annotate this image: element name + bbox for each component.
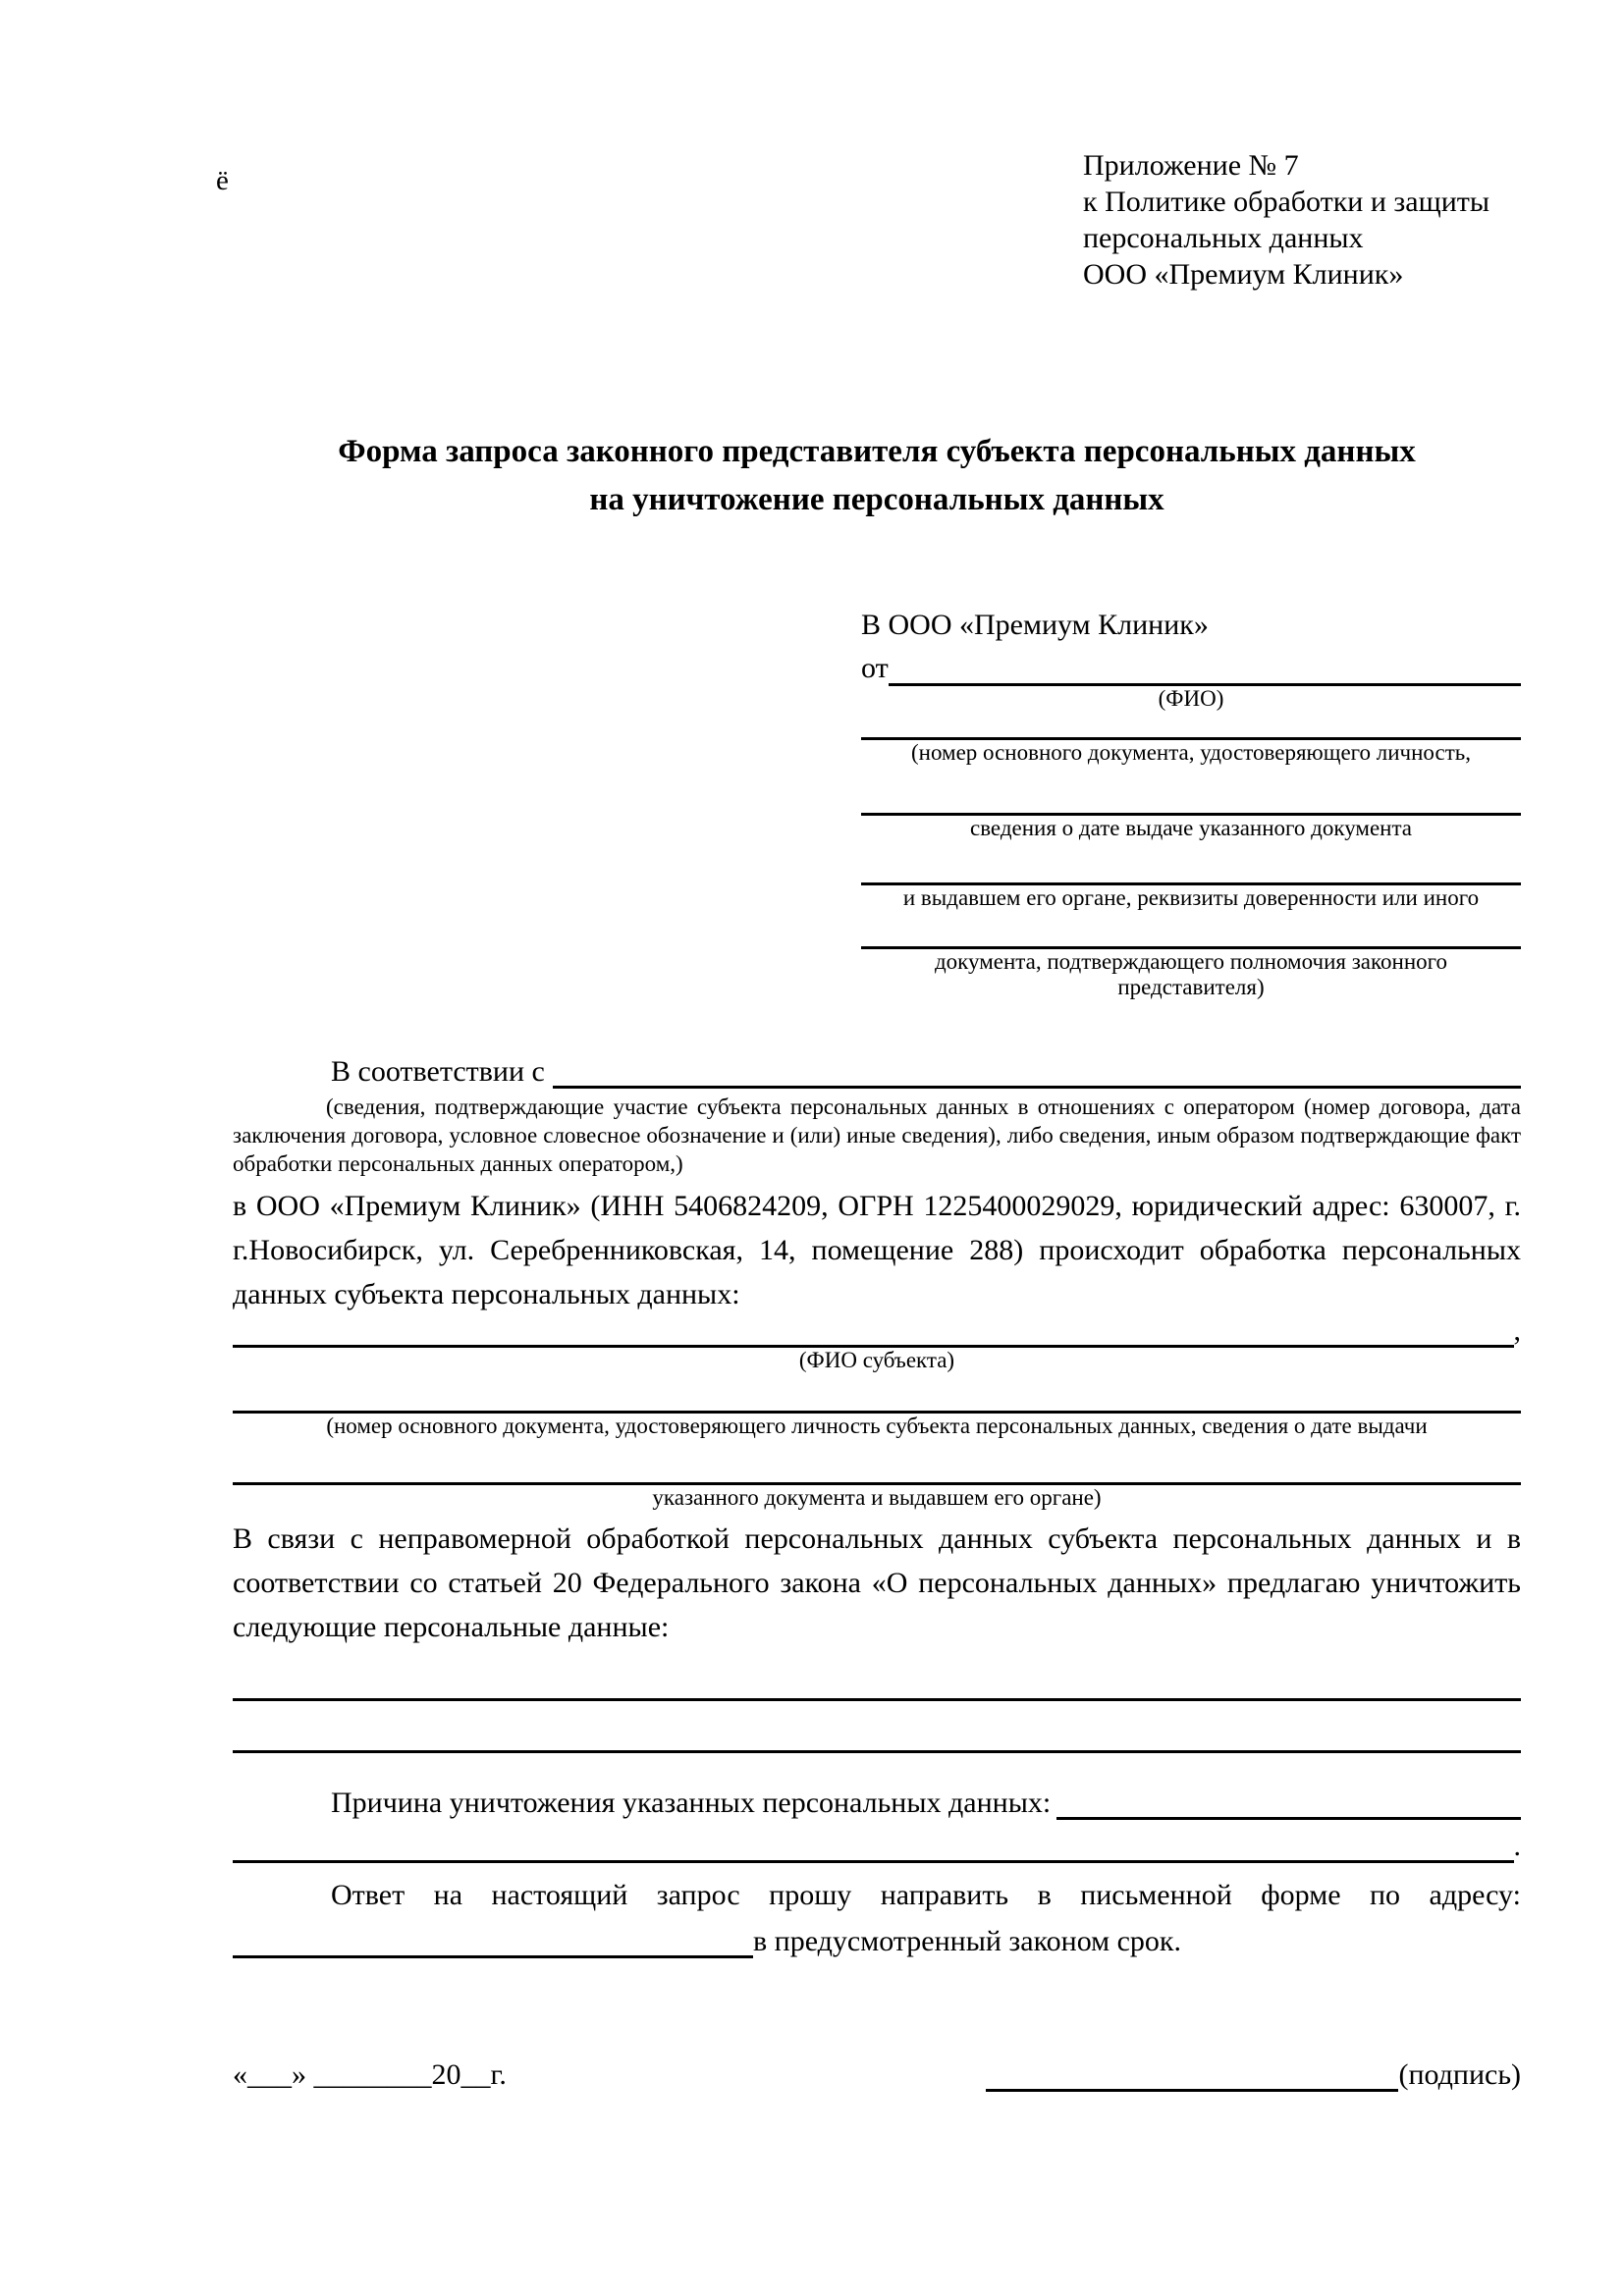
reply-address-line <box>233 1919 1521 1958</box>
date-line: «___» ________20__г. <box>233 2058 507 2091</box>
operator-paragraph: в ООО «Премиум Клиник» (ИНН 5406824209, ОГРН 1225400029029, юридический адрес: 630007, г. г.Новосибирск, ул. Серебренниковская, 14, помещение 288) происходит обработка персональных данных субъекта персональных данных: <box>233 1190 1521 1310</box>
subject-fio-blank[interactable] <box>233 1320 1514 1348</box>
signature-caption: (подпись) <box>1398 2058 1521 2091</box>
stray-char: ё <box>216 165 229 196</box>
signature-blank[interactable] <box>986 2060 1398 2092</box>
document-content <box>233 0 1521 2092</box>
doc-powers-caption: документа, подтверждающего полномочия законного представителя) <box>934 949 1447 999</box>
representative-fio-blank[interactable] <box>889 653 1521 686</box>
subject-fio-line <box>233 1316 1521 1348</box>
data-to-destroy-blank-2[interactable] <box>233 1750 1521 1753</box>
reason-blank-2[interactable] <box>233 1834 1514 1863</box>
reply-request-line: Ответ на настоящий запрос прошу направить в письменной форме по адресу: <box>331 1879 1521 1911</box>
document-title <box>233 428 1521 524</box>
data-to-destroy-blank-1[interactable] <box>233 1698 1521 1701</box>
reply-address-blank[interactable] <box>233 1925 753 1958</box>
subject-fio-caption: (ФИО субъекта) <box>798 1348 955 1372</box>
document-title-line-2: на уничтожение персональных данных <box>589 482 1164 517</box>
demand-paragraph: В связи с неправомерной обработкой персональных данных субъекта персональных данных и в соответствии со статьей 20 Федерального закона «О персональных данных» предлагаю уничтожить следующие персональные данные: <box>233 1522 1521 1643</box>
doc-authority-caption: и выдавшем его органе, реквизиты доверенности или иного <box>902 885 1480 910</box>
appendix-line-1: Приложение № 7 <box>1083 149 1299 182</box>
subject-doc-caption-1: (номер основного документа, удостоверяющего личность субъекта персональных данных, сведения о дате выдачи <box>326 1414 1428 1438</box>
doc-number-caption: (номер основного документа, удостоверяющего личность, <box>910 740 1471 765</box>
reply-term-text: в предусмотренный законом срок. <box>753 1925 1181 1957</box>
document-title-line-1: Форма запроса законного представителя субъекта персональных данных <box>338 434 1416 469</box>
fio-caption: (ФИО) <box>1158 686 1224 711</box>
subject-doc-caption-2: указанного документа и выдавшем его органе) <box>652 1485 1102 1510</box>
appendix-line-3: персональных данных <box>1083 222 1364 254</box>
appendix-line-4: ООО «Премиум Клиник» <box>1083 258 1404 291</box>
reason-continuation-line <box>233 1830 1521 1863</box>
appendix-block <box>1083 0 1521 293</box>
accordance-blank[interactable] <box>553 1053 1521 1089</box>
accordance-lead: В соответствии с <box>331 1055 545 1088</box>
trailing-period: . <box>1513 1830 1521 1862</box>
doc-issue-date-caption: сведения о дате выдаче указанного документа <box>969 816 1413 840</box>
addressee-block <box>861 608 1521 1000</box>
reason-blank[interactable] <box>1056 1785 1521 1820</box>
trailing-comma: , <box>1513 1314 1521 1347</box>
appendix-line-2: к Политике обработки и защиты <box>1083 186 1490 218</box>
signature-area <box>986 2058 1521 2092</box>
addressee-org: В ООО «Премиум Клиник» <box>861 609 1209 641</box>
accordance-line <box>233 1049 1521 1089</box>
signature-row <box>233 2058 1521 2092</box>
from-label: от <box>861 652 889 684</box>
from-line <box>861 649 1521 686</box>
reason-line <box>233 1781 1521 1820</box>
reason-label: Причина уничтожения указанных персональных данных: <box>331 1787 1052 1819</box>
accordance-note: (сведения, подтверждающие участие субъекта персональных данных в отношениях с оператором (номер договора, дата заключения договора, условное словесное обозначение и (или) иные сведения), либо сведения, иным образом подтверждающие факт обработки персональных данных оператором,) <box>233 1095 1521 1176</box>
